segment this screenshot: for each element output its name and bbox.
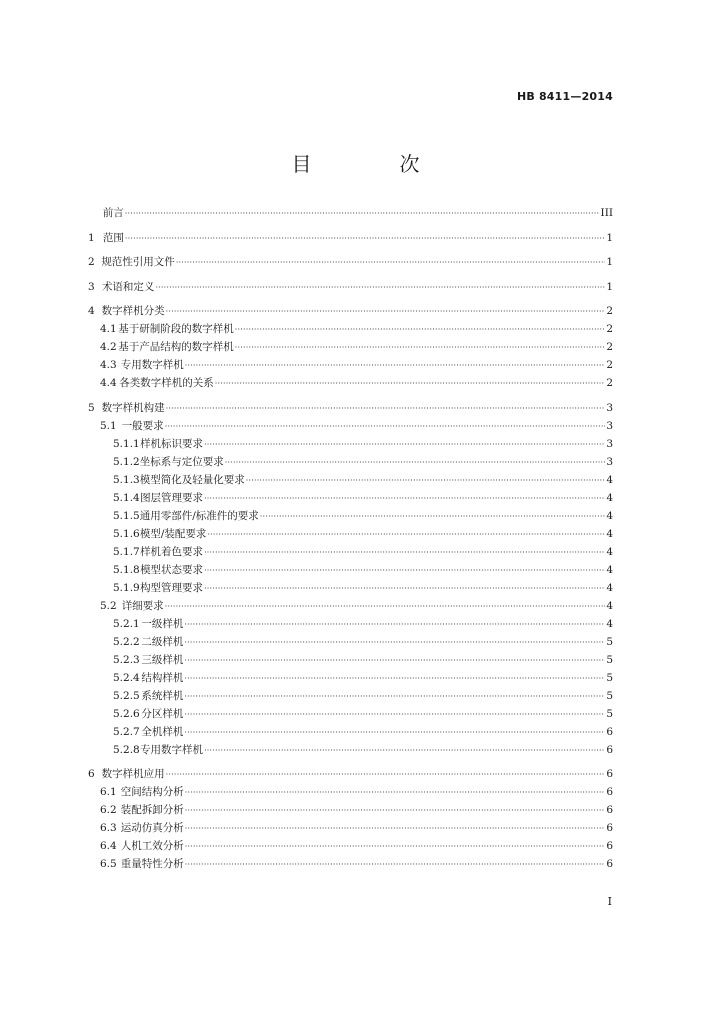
toc-entry[interactable] [88,320,613,338]
toc-entry-title: 图层管理要求 [140,491,204,504]
toc-entry[interactable] [88,687,613,705]
dot-leader [184,706,605,724]
toc-entry-title: 基于研制阶段的数字样机 [118,323,234,335]
dot-leader [184,616,605,634]
toc-entry-page: 6 [606,786,613,798]
toc-entry-title: 基于产品结构的数字样机 [118,341,234,353]
toc-entry-page: 3 [606,419,613,432]
dot-leader [176,254,606,272]
toc-entry-page: 4 [606,599,613,612]
toc-entry-title: 坐标系与定位要求 [139,455,224,468]
dot-leader [184,634,605,652]
toc-entry-page: 1 [606,280,613,293]
dot-leader [185,784,606,802]
toc-entry-title: 通用零部件/标准件的要求 [139,509,259,522]
toc-entry-title: 全机样机 [141,725,184,738]
toc-entry-page: 4 [606,581,613,594]
toc-entry-title: 运动仿真分析 [120,822,184,834]
toc-entry-number: 6.3 [100,822,117,834]
toc-entry-title: 构型管理要求 [140,581,204,594]
toc-entry-number: 5.2 [100,599,117,612]
toc-entry[interactable] [88,278,613,296]
toc-entry[interactable] [88,837,613,855]
toc-entry-title: 专用数字样机 [120,359,184,371]
toc-entry[interactable] [88,543,613,561]
dot-leader [185,856,606,874]
dot-leader [125,205,600,223]
dot-leader [204,436,605,454]
dot-leader [184,724,605,742]
toc-entry-page: 4 [606,617,613,630]
dot-leader [165,418,606,436]
toc-entry-page: 6 [606,743,613,756]
toc-entry-title: 规范性引用文件 [101,256,175,268]
toc-entry-title: 数字样机构建 [101,401,165,414]
dot-leader [246,472,606,490]
dot-leader [166,400,606,418]
toc-entry-number: 6.2 [100,804,117,816]
toc-entry-number: 5.2.2 [113,635,140,648]
toc-entry-number: 4.2 [100,341,117,353]
dot-leader [215,375,606,393]
toc-entry-number: 5.1.4 [113,491,140,504]
toc-entry[interactable] [88,561,613,579]
toc-entry-number: 4.4 [100,377,117,389]
toc-entry-number: 5.1.9 [113,581,140,594]
page-title: 目 次 [291,152,454,176]
dot-leader [125,230,605,248]
toc-entry-number: 5.1.2 [113,455,140,468]
toc-entry-page: 5 [606,689,613,702]
toc-entry-number: 1 [88,231,95,244]
toc-entry[interactable] [88,669,613,687]
toc-entry-page: 2 [606,305,613,317]
toc-entry-title: 样机标识要求 [140,437,204,450]
toc-entry-page: 4 [606,491,613,504]
toc-entry-number: 5.1.8 [113,563,140,576]
toc-entry-page: 2 [606,323,613,335]
toc-entry-page: 4 [606,509,613,522]
toc-entry-number: 4.3 [100,359,117,371]
toc-entry[interactable] [88,855,613,873]
toc-entry[interactable] [88,579,613,597]
toc-entry-page: 1 [606,256,613,268]
toc-entry-title: 各类数字样机的关系 [119,377,214,389]
toc-entry-page: 4 [606,545,613,558]
standard-code: HB 8411—2014 [516,90,613,103]
toc-entry-title: 一般要求 [121,419,164,432]
toc-entry-title: 数字样机应用 [101,768,165,780]
toc-entry-number: 6.4 [100,840,117,852]
toc-entry[interactable] [88,705,613,723]
toc-entry-number: 5.1 [100,419,117,432]
toc-entry-title: 空间结构分析 [120,786,184,798]
toc-entry[interactable] [88,741,613,759]
dot-leader [185,357,606,375]
toc-entry-title: 样机着色要求 [140,545,204,558]
toc-entry-number: 5.1.5 [113,509,140,522]
toc-entry-number: 6 [88,768,95,780]
toc-entry[interactable] [88,597,613,615]
toc-entry-page: 6 [606,768,613,780]
toc-entry-title: 装配拆卸分析 [120,804,184,816]
toc-entry-number: 6.1 [100,786,117,798]
toc-entry-page: 6 [606,822,613,834]
dot-leader [165,598,606,616]
toc-entry[interactable] [88,525,613,543]
toc-entry[interactable] [88,507,613,525]
toc-entry-number: 6.5 [100,858,117,870]
toc-entry-page: 2 [606,341,613,353]
dot-leader [207,526,605,544]
toc-entry-number: 5.2.8 [113,743,140,756]
toc-entry[interactable] [88,356,613,374]
toc-entry-page: 3 [606,401,613,414]
toc-entry[interactable] [88,633,613,651]
toc-entry-page: 3 [606,437,613,450]
toc-entry[interactable] [88,229,613,247]
toc-entry-title: 术语和定义 [101,280,155,293]
toc-entry-number: 5 [88,401,95,414]
toc-entry-number: 5.2.7 [113,725,140,738]
toc-entry-number: 5.1.1 [113,437,140,450]
toc-entry[interactable] [88,453,613,471]
toc-entry-page: 5 [606,653,613,666]
toc-entry-page: 3 [606,455,613,468]
dot-leader [185,820,606,838]
toc-entry-page: 4 [606,527,613,540]
toc-entry-number: 5.2.1 [113,617,140,630]
toc-entry-page: 2 [606,359,613,371]
dot-leader [204,580,605,598]
toc-entry-page: 6 [606,840,613,852]
toc-entry-page: 5 [606,707,613,720]
toc-entry-number: 3 [88,280,95,293]
toc-entry[interactable] [88,204,613,222]
toc-entry-title: 结构样机 [141,671,184,684]
dot-leader [260,508,606,526]
page-number: I [607,895,612,908]
toc-entry-title: 重量特性分析 [120,858,184,870]
toc-entry[interactable] [88,471,613,489]
toc-entry-page: 5 [606,671,613,684]
toc-entry-title: 二级样机 [141,635,184,648]
dot-leader [204,544,605,562]
toc-entry-title: 范围 [102,231,124,244]
toc-entry-number: 5.2.4 [113,671,140,684]
toc-entry-number: 5.1.7 [113,545,140,558]
toc-entry-title: 专用数字样机 [140,743,204,756]
toc-entry-title: 人机工效分析 [120,840,184,852]
toc-entry-number: 4 [88,305,95,317]
toc-entry-page: III [600,207,613,219]
dot-leader [184,652,605,670]
dot-leader [185,802,606,820]
toc-entry[interactable] [88,801,613,819]
toc-entry[interactable] [88,615,613,633]
toc-entry-title: 前言 [102,207,124,219]
toc-entry-number: 4.1 [100,323,117,335]
toc-entry-number: 5.2.6 [113,707,140,720]
toc-entry-page: 4 [606,473,613,486]
dot-leader [184,688,605,706]
toc-entry-page: 5 [606,635,613,648]
toc-entry-page: 2 [606,377,613,389]
dot-leader [225,454,606,472]
toc-entry-page: 6 [606,804,613,816]
dot-leader [204,562,605,580]
toc-entry[interactable] [88,651,613,669]
toc-entry-title: 详细要求 [121,599,164,612]
toc-entry[interactable] [88,819,613,837]
toc-entry-title: 系统样机 [141,689,184,702]
dot-leader [204,742,605,760]
toc-entry-title: 分区样机 [141,707,184,720]
toc-entry-title: 模型简化及轻量化要求 [139,473,245,486]
toc-entry-number: 5.2.3 [113,653,140,666]
toc-entry-number: 5.2.5 [113,689,140,702]
dot-leader [204,490,605,508]
toc-entry[interactable] [88,489,613,507]
dot-leader [184,670,605,688]
toc-entry[interactable] [88,435,613,453]
table-of-contents [88,204,613,873]
toc-entry[interactable] [88,765,613,783]
toc-entry[interactable] [88,302,613,320]
dot-leader [235,321,606,339]
toc-entry-title: 三级样机 [141,653,184,666]
toc-entry[interactable] [88,338,613,356]
dot-leader [235,339,606,357]
toc-entry-page: 6 [606,725,613,738]
toc-entry-number: 5.1.3 [113,473,140,486]
dot-leader [166,766,606,784]
dot-leader [185,838,606,856]
toc-entry[interactable] [88,374,613,392]
toc-entry-title: 模型/装配要求 [139,527,207,540]
dot-leader [166,303,606,321]
toc-entry[interactable] [88,417,613,435]
toc-entry-title: 模型状态要求 [140,563,204,576]
toc-entry[interactable] [88,399,613,417]
dot-leader [155,279,605,297]
toc-entry[interactable] [88,723,613,741]
toc-entry[interactable] [88,253,613,271]
toc-entry-page: 6 [606,858,613,870]
toc-entry-number: 2 [88,256,95,268]
toc-entry-page: 1 [606,231,613,244]
toc-entry-title: 数字样机分类 [101,305,165,317]
toc-entry-number: 5.1.6 [113,527,140,540]
toc-entry-page: 4 [606,563,613,576]
toc-entry[interactable] [88,783,613,801]
toc-entry-title: 一级样机 [141,617,184,630]
